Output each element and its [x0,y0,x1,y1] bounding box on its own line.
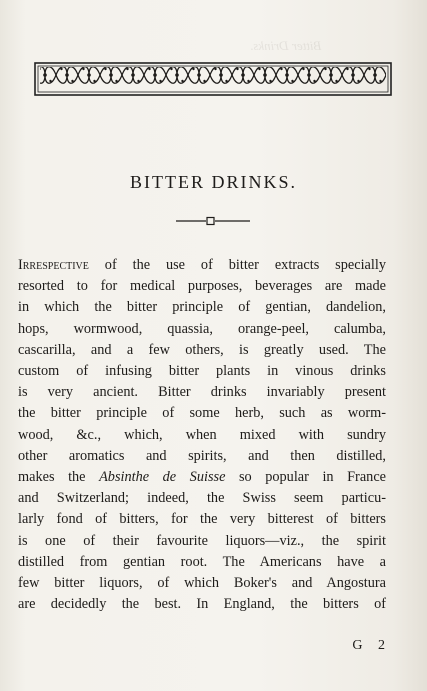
text-line: wood, &c., which, when mixed with sundry [18,426,386,443]
text-line: Irrespective of the use of bitter extracts specially [18,257,386,273]
text-line: larly fond of bitters, for the very bitterest of bitters [18,511,386,528]
text-line: the bitter principle of some herb, such as worm- [18,405,386,422]
text-line: in which the bitter principle of gentian, dandelion, [18,299,386,316]
text-line: few bitter liquors, of which Boker's and Angostura [18,575,386,592]
chapter-title: BITTER DRINKS. [130,172,297,192]
text-line: distilled from gentian root. The Americans have a [18,553,386,570]
chapter-body [18,255,386,615]
text-line: makes the Absinthe de Suisse so popular in France [18,469,387,486]
text-line: custom of infusing bitter plants in vinous drinks [18,363,386,380]
text-line: other aromatics and spirits, and then distilled, [18,447,386,464]
text-line: cascarilla, and a few others, is greatly used. The [18,341,386,358]
lead-word: Irrespective [18,257,89,273]
show-through: Bitter Drinks. [250,38,322,53]
signature-mark: G 2 [352,638,391,653]
text-line: hops, wormwood, quassia, orange-peel, calumba, [18,320,386,337]
text-line: is very ancient. Bitter drinks invariably present [18,384,386,401]
title-divider [176,216,250,226]
italic-term: Absinthe de Suisse [99,469,226,486]
text-line: is one of their favourite liquors—viz., the spirit [18,532,386,549]
text-line: are decidedly the best. In England, the bitters of [18,596,386,613]
ornamental-headpiece [34,62,392,96]
text-line: resorted to for medical purposes, beverages are made [18,278,386,295]
text-line: and Switzerland; indeed, the Swiss seem particu- [18,490,386,507]
